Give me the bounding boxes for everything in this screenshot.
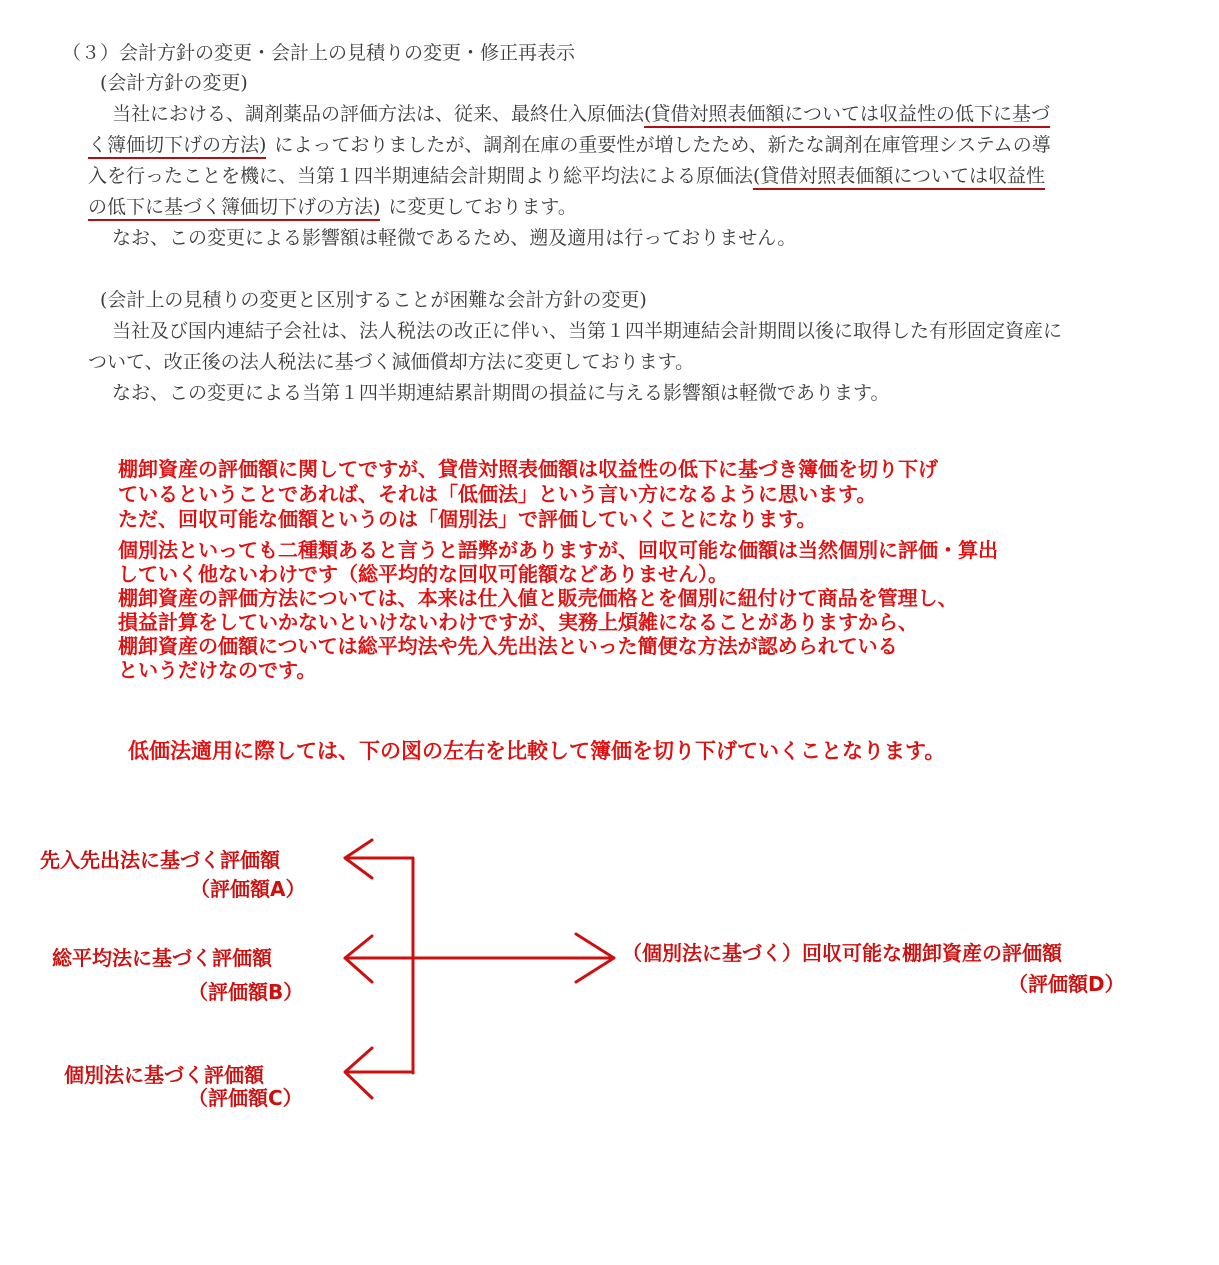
subsection-title-policy-change: (会計方針の変更) (100, 72, 248, 94)
label-valuation-d: （評価額D） (1008, 972, 1125, 996)
comment-line: ているということであれば、それは「低価法」という言い方になるように思います。 (118, 482, 877, 506)
subsection-title-estimate-change: (会計上の見積りの変更と区別することが困難な会計方針の変更) (100, 289, 647, 311)
paragraph-line: ついて、改正後の法人税法に基づく減価償却方法に変更しております。 (88, 351, 695, 373)
paragraph-line: なお、この変更による当第１四半期連結累計期間の損益に与える影響額は軽微であります。 (112, 382, 890, 404)
underlined-phrase: (貸借対照表価額については収益性の低下に基づ (644, 103, 1050, 128)
comment-headline: 低価法適用に際しては、下の図の左右を比較して簿価を切り下げていくことなります。 (128, 739, 946, 763)
arrow-to-a (345, 840, 413, 878)
paragraph-line: 入を行ったことを機に、当第１四半期連結会計期間より総平均法による原価法(貸借対照表価額については収益性 (88, 163, 1045, 189)
comparison-arrows (0, 820, 1219, 1120)
comment-line: 棚卸資産の評価額に関してですが、貸借対照表価額は収益性の低下に基づき簿価を切り下げ (118, 457, 938, 481)
paragraph-line: く簿価切下げの方法) によっておりましたが、調剤在庫の重要性が増したため、新たな調剤在庫管理システムの導 (88, 132, 1051, 158)
underlined-phrase: の低下に基づく簿価切下げの方法) (88, 196, 380, 221)
label-valuation-a: （評価額A） (190, 877, 306, 901)
label-specific-valuation: 個別法に基づく評価額 (64, 1063, 264, 1087)
label-valuation-c: （評価額C） (188, 1086, 303, 1110)
comment-line: というだけなのです。 (118, 658, 317, 682)
comment-line: 個別法といっても二種類あると言うと語弊がありますが、回収可能な価額は当然個別に評価・算出 (118, 538, 998, 562)
comment-line: していく他ないわけです（総平均的な回収可能額などありません）。 (118, 562, 728, 586)
paragraph-line: なお、この変更による影響額は軽微であるため、遡及適用は行っておりません。 (112, 227, 797, 249)
paragraph-line: 当社及び国内連結子会社は、法人税法の改正に伴い、当第１四半期連結会計期間以後に取得した有形固定資産に (112, 320, 1063, 342)
comment-line: 損益計算をしていかないといけないわけですが、実務上煩雑になることがありますから、 (118, 610, 918, 634)
label-recoverable-valuation: （個別法に基づく）回収可能な棚卸資産の評価額 (622, 941, 1062, 965)
comment-line: ただ、回収可能な価額というのは「個別法」で評価していくことになります。 (118, 507, 817, 531)
section-heading: （３）会計方針の変更・会計上の見積りの変更・修正再表示 (62, 42, 576, 64)
underlined-phrase: く簿価切下げの方法) (88, 134, 266, 159)
label-valuation-b: （評価額B） (188, 980, 304, 1004)
paragraph-line: の低下に基づく簿価切下げの方法) に変更しております。 (88, 194, 577, 220)
arrow-to-c (345, 1048, 413, 1098)
label-fifo-valuation: 先入先出法に基づく評価額 (40, 848, 280, 872)
paragraph-line: 当社における、調剤薬品の評価方法は、従来、最終仕入原価法(貸借対照表価額については収益性の低下に基づ (112, 101, 1050, 127)
comment-line: 棚卸資産の評価方法については、本来は仕入値と販売価格とを個別に紐付けて商品を管理し、 (118, 586, 958, 610)
comment-line: 棚卸資産の価額については総平均法や先入先出法といった簡便な方法が認められている (118, 634, 898, 658)
arrow-to-d (520, 934, 614, 982)
underlined-phrase: (貸借対照表価額については収益性 (753, 165, 1045, 190)
label-average-valuation: 総平均法に基づく評価額 (52, 946, 272, 970)
